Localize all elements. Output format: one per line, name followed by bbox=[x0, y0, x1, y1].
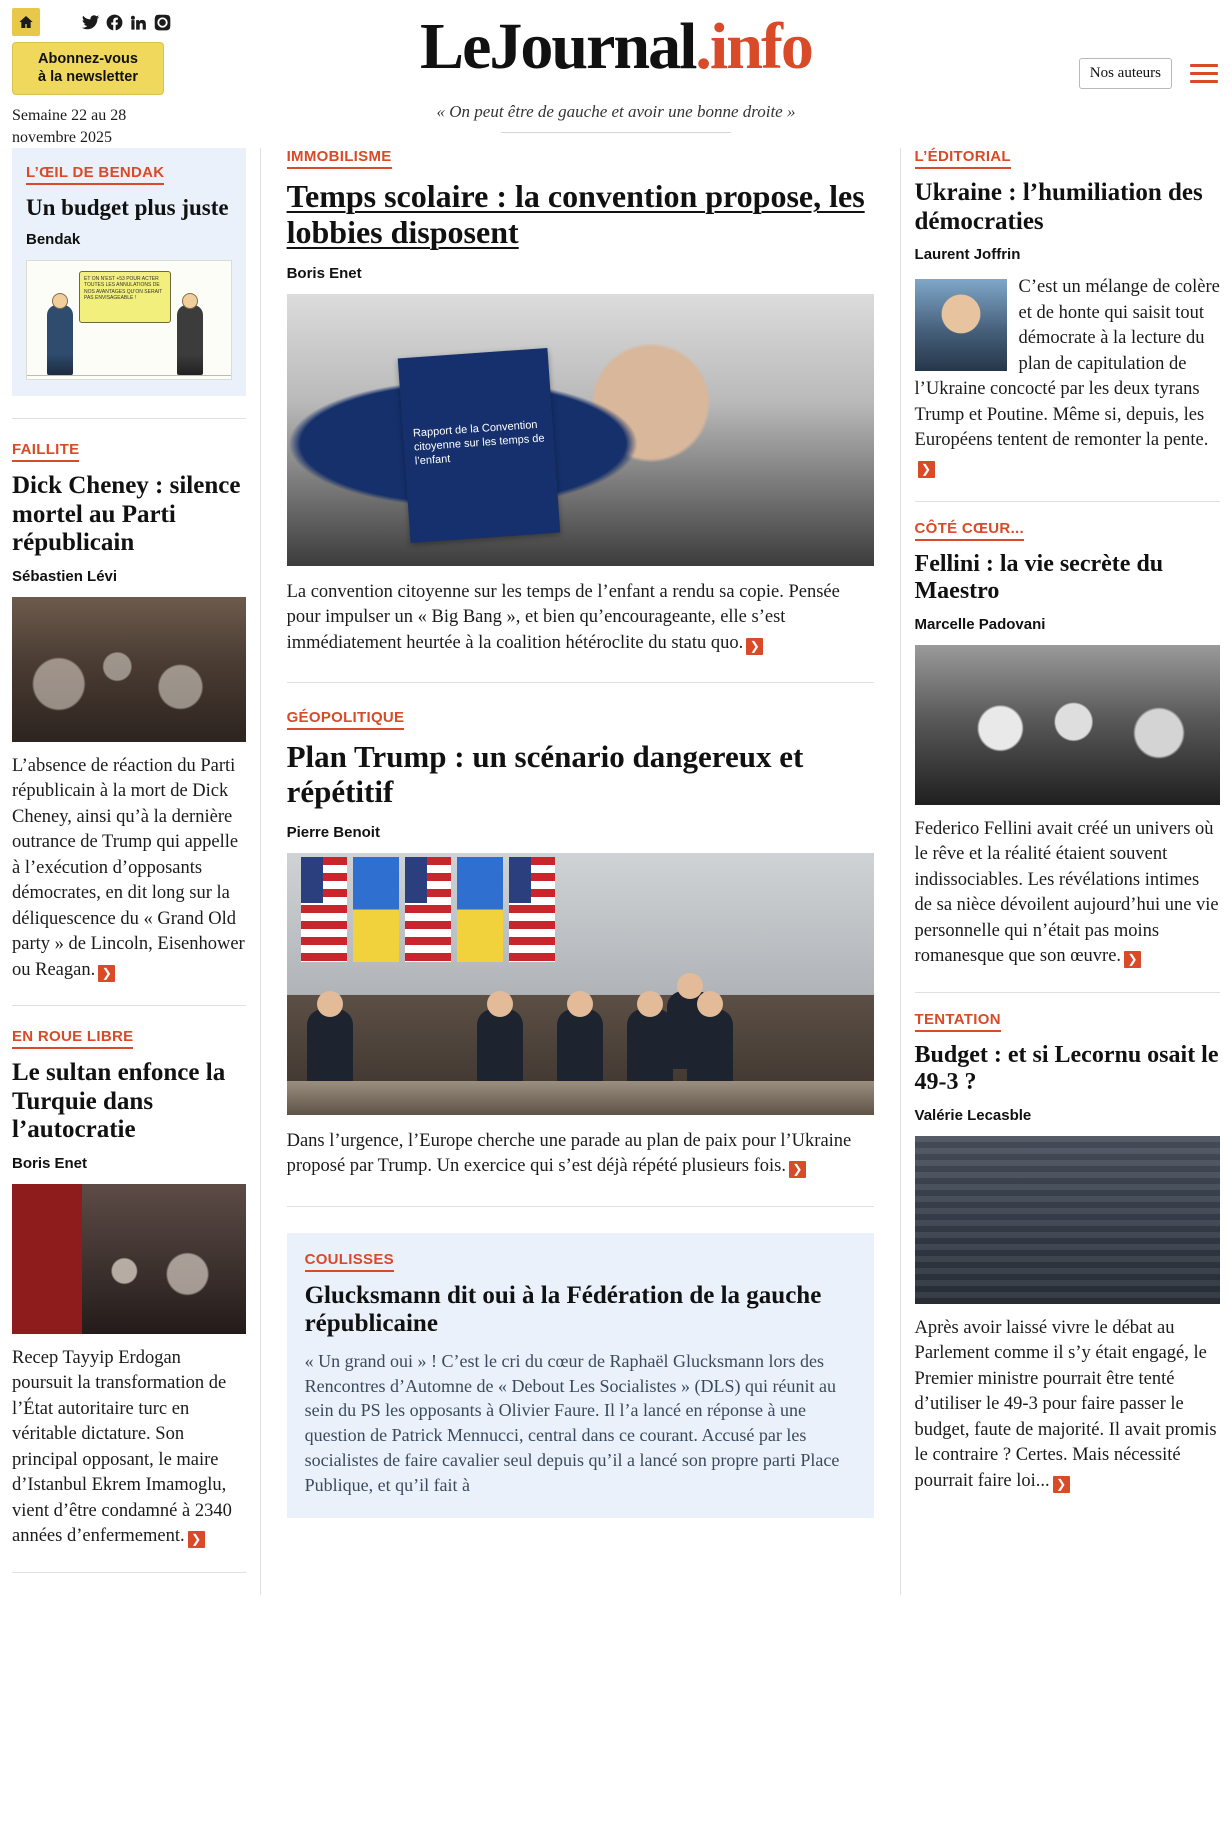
logo-suffix: .info bbox=[695, 10, 812, 83]
read-more-arrow-icon[interactable]: ❯ bbox=[1053, 1476, 1070, 1493]
right-article-2-kicker: TENTATION bbox=[915, 1011, 1001, 1032]
mid-article-2[interactable] bbox=[287, 709, 874, 1179]
right-divider-2 bbox=[915, 992, 1220, 993]
read-more-arrow-icon[interactable]: ❯ bbox=[98, 965, 115, 982]
hamburger-menu-icon[interactable] bbox=[1190, 64, 1218, 83]
mid-article-2-kicker: GÉOPOLITIQUE bbox=[287, 709, 405, 730]
cartoon-figure-left bbox=[47, 305, 73, 375]
bendak-kicker: L’ŒIL DE BENDAK bbox=[26, 164, 164, 185]
mid-divider-2 bbox=[287, 1206, 874, 1207]
right-article-2-title[interactable]: Budget : et si Lecornu osait le 49-3 ? bbox=[914, 1041, 1219, 1096]
left-article-2-title[interactable]: Le sultan enfonce la Turquie dans l’autocratie bbox=[12, 1059, 226, 1144]
mid-article-2-title[interactable]: Plan Trump : un scénario dangereux et répétitif bbox=[286, 739, 804, 809]
us-ukraine-delegation-photo[interactable] bbox=[287, 853, 874, 1115]
mid-article-2-author: Pierre Benoit bbox=[286, 823, 380, 841]
right-divider-1 bbox=[915, 501, 1220, 502]
read-more-arrow-icon[interactable]: ❯ bbox=[918, 461, 935, 478]
left-divider-3 bbox=[12, 1572, 246, 1573]
right-article-1-kicker: CÔTÉ CŒUR... bbox=[915, 520, 1024, 541]
right-article-1-author: Marcelle Padovani bbox=[914, 615, 1046, 633]
bendak-block[interactable] bbox=[12, 148, 246, 396]
read-more-arrow-icon[interactable]: ❯ bbox=[746, 638, 763, 655]
tagline-divider bbox=[501, 132, 731, 133]
middle-column bbox=[261, 148, 900, 1595]
left-article-2[interactable] bbox=[12, 1028, 246, 1550]
editorial-block[interactable] bbox=[915, 148, 1220, 479]
right-article-1[interactable] bbox=[915, 520, 1220, 970]
mid-article-1[interactable] bbox=[287, 148, 874, 656]
bendak-cartoon-image[interactable] bbox=[26, 260, 232, 380]
newsletter-line-1: Abonnez-vous bbox=[38, 51, 138, 67]
right-article-2[interactable] bbox=[915, 1011, 1220, 1494]
left-article-1-author: Sébastien Lévi bbox=[12, 567, 118, 585]
authors-button[interactable]: Nos auteurs bbox=[1079, 58, 1172, 89]
cartoon-speech-bubble: ET ON N’EST +53 POUR ACTER TOUTES LES ANNULATIONS DE NOS AVANTAGES QU’ON SERAIT PAS ENVISAGEABLE ! bbox=[79, 271, 171, 323]
read-more-arrow-icon[interactable]: ❯ bbox=[789, 1161, 806, 1178]
editorial-author: Laurent Joffrin bbox=[914, 246, 1021, 263]
coulisses-summary: « Un grand oui » ! C’est le cri du cœur de Raphaël Glucksmann lors des Rencontres d’Automne de « Debout Les Socialistes » (DLS) qui réunit au sein du PS les opposants à Olivier Faure. Il l’a lancé en réponse à une question de Patrick Mennucci, central dans ce courant. Accusé par les socialistes de faire cavalier seul depuis qu’il a lancé son propre parti Place Publique, et qu’il fait à bbox=[304, 1350, 840, 1495]
assemblee-nationale-photo[interactable] bbox=[915, 1136, 1220, 1304]
site-tagline: « On peut être de gauche et avoir une bonne droite » bbox=[436, 102, 796, 121]
mid-article-1-title[interactable]: Temps scolaire : la convention propose, les lobbies disposent bbox=[286, 178, 865, 250]
erdogan-photo[interactable] bbox=[12, 1184, 246, 1334]
header-right-block bbox=[1079, 58, 1218, 89]
logo-main: LeJournal bbox=[420, 10, 696, 83]
right-article-2-summary: Après avoir laissé vivre le débat au Parlement comme il s’y était engagé, le Premier ministre pourrait être tenté d’utiliser le 49-3 pour faire passer le budget, faute de majorité. Il avait promis le contraire ? Certes. Mais nécessité pourrait faire loi... ❯ bbox=[914, 1317, 1217, 1491]
funeral-photo[interactable] bbox=[12, 597, 246, 742]
week-label: Semaine 22 au 28 novembre 2025 bbox=[12, 107, 127, 146]
left-article-2-summary: Recep Tayyip Erdogan poursuit la transformation de l’État autoritaire turc en véritable dictature. Son principal opposant, le maire d’Istanbul Ekrem Imamoglu, vient d’être condamné à 2340 années d’enfermement. ❯ bbox=[12, 1347, 232, 1547]
coulisses-block[interactable] bbox=[287, 1233, 874, 1518]
coulisses-title[interactable]: Glucksmann dit oui à la Fédération de la gauche républicaine bbox=[304, 1281, 822, 1338]
left-divider-2 bbox=[12, 1005, 246, 1006]
left-article-1-kicker: FAILLITE bbox=[12, 441, 79, 462]
convention-report-photo[interactable] bbox=[287, 294, 874, 566]
mid-article-1-author: Boris Enet bbox=[286, 264, 362, 282]
mid-article-2-summary: Dans l’urgence, l’Europe cherche une parade au plan de paix pour l’Ukraine proposé par Trump. Un exercice qui s’est déjà répété plusieurs fois. ❯ bbox=[286, 1130, 852, 1177]
left-article-1[interactable] bbox=[12, 441, 246, 983]
content-grid bbox=[0, 148, 1232, 1595]
mid-article-1-summary: La convention citoyenne sur les temps de l’enfant a rendu sa copie. Pensée pour impulser un « Big Bang », et bien qu’encourageante, elle s’est immédiatement heurtée à la coalition hétéroclite du statu quo. ❯ bbox=[286, 581, 840, 653]
left-article-1-summary: L’absence de réaction du Parti républicain à la mort de Dick Cheney, ainsi qu’à la dernière outrance de Trump qui appelle à l’exécution d’opposants démocrates, en dit long sur la déliquescence du « Grand Old party » de Lincoln, Eisenhower ou Reagan. ❯ bbox=[12, 755, 245, 980]
mid-article-1-kicker: IMMOBILISME bbox=[287, 148, 392, 169]
report-cover bbox=[398, 348, 561, 543]
report-cover-text: Rapport de la Convention citoyenne sur les temps de l’enfant bbox=[412, 419, 545, 468]
masthead bbox=[0, 10, 1232, 133]
left-divider-1 bbox=[12, 418, 246, 419]
left-column bbox=[12, 148, 260, 1595]
left-article-1-title[interactable]: Dick Cheney : silence mortel au Parti républicain bbox=[12, 472, 241, 557]
laurent-joffrin-portrait bbox=[915, 279, 1007, 371]
right-column bbox=[901, 148, 1220, 1595]
left-article-2-author: Boris Enet bbox=[12, 1154, 88, 1172]
read-more-arrow-icon[interactable]: ❯ bbox=[188, 1531, 205, 1548]
editorial-kicker: L’ÉDITORIAL bbox=[915, 148, 1011, 169]
left-article-2-kicker: EN ROUE LIBRE bbox=[12, 1028, 133, 1049]
bendak-author: Bendak bbox=[26, 231, 81, 249]
fellini-photo[interactable] bbox=[915, 645, 1220, 805]
coulisses-kicker: COULISSES bbox=[305, 1251, 394, 1272]
editorial-summary: C’est un mélange de colère et de honte qui saisit tout démocrate à la lecture du plan de capitulation de l’Ukraine concocté par les deux tyrans Trump et Poutine. Même si, depuis, les Européens tentent de remonter la pente.❯ bbox=[914, 277, 1220, 476]
cartoon-figure-right bbox=[177, 305, 203, 375]
newsletter-line-2: à la newsletter bbox=[38, 69, 138, 86]
editorial-title[interactable]: Ukraine : l’humiliation des démocraties bbox=[914, 179, 1203, 235]
right-article-1-summary: Federico Fellini avait créé un univers où le rêve et la réalité étaient souvent indissociables. Les révélations intimes de sa nièce dévoilent aujourd’hui une vie personnelle qui n’était pas moins romanesque que son œuvre. ❯ bbox=[914, 818, 1219, 967]
mid-divider-1 bbox=[287, 682, 874, 683]
read-more-arrow-icon[interactable]: ❯ bbox=[1124, 951, 1141, 968]
site-header bbox=[0, 0, 1232, 148]
right-article-2-author: Valérie Lecasble bbox=[914, 1106, 1032, 1124]
bendak-title[interactable]: Un budget plus juste bbox=[26, 195, 229, 220]
site-logo[interactable] bbox=[420, 10, 812, 83]
right-article-1-title[interactable]: Fellini : la vie secrète du Maestro bbox=[914, 551, 1164, 605]
